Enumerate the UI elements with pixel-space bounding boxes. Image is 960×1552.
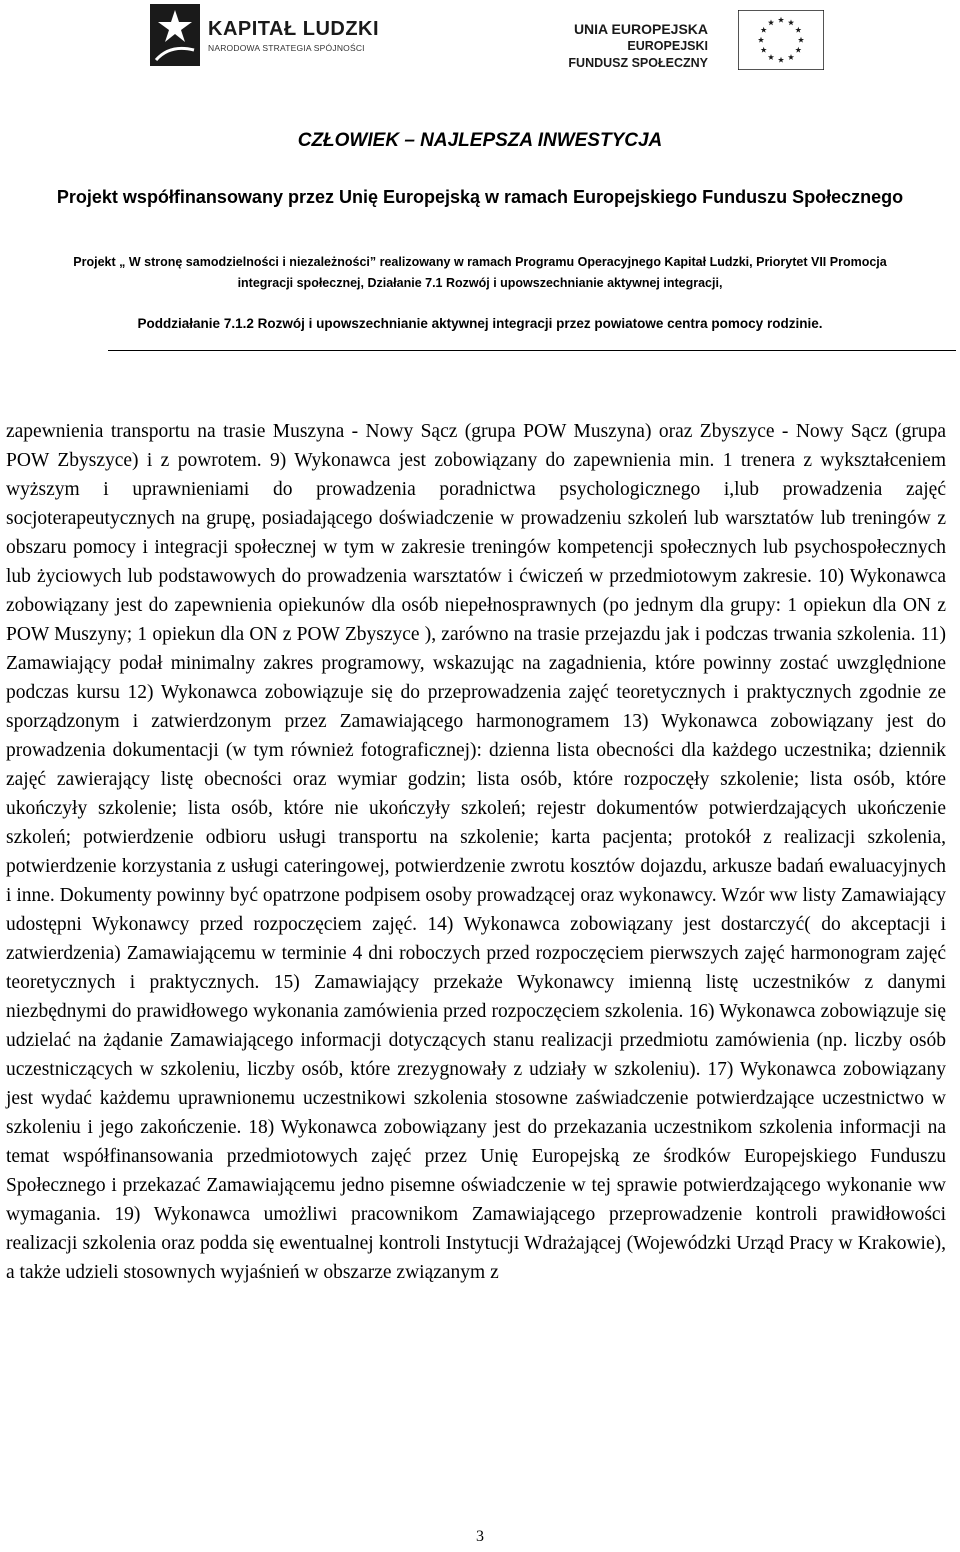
- eu-logo-line1: UNIA EUROPEJSKA: [573, 21, 708, 37]
- project-title: Projekt współfinansowany przez Unię Europejską w ramach Europejskiego Funduszu Społecznego: [56, 187, 904, 207]
- kapital-ludzki-subtitle: NARODOWA STRATEGIA SPÓJNOŚCI: [208, 43, 365, 53]
- header-divider: [108, 350, 956, 351]
- slogan: CZŁOWIEK – NAJLEPSZA INWESTYCJA: [297, 130, 663, 151]
- kapital-ludzki-logo: [150, 0, 410, 74]
- kapital-ludzki-emblem-icon: [150, 4, 200, 66]
- eu-flag-icon: [738, 10, 824, 70]
- kapital-ludzki-title: KAPITAŁ LUDZKI: [208, 18, 380, 40]
- page-number: 3: [476, 1528, 484, 1545]
- eu-logo-line2: EUROPEJSKI: [627, 39, 708, 53]
- eu-logo-text: [568, 20, 708, 72]
- eu-logo-line3: FUNDUSZ SPOŁECZNY: [568, 56, 708, 70]
- eu-logo: [568, 10, 818, 80]
- project-info: Projekt „ W stronę samodzielności i niezależności” realizowany w ramach Programu Operacyjnego Kapitał Ludzki, Priorytet VII Promocja integracji społecznej, Działanie 7.1 Rozwój i upowszechnianie aktywnej integracji,: [73, 255, 887, 290]
- body-paragraph: zapewnienia transportu na trasie Muszyna - Nowy Sącz (grupa POW Muszyna) oraz Zbyszyce - Nowy Sącz (grupa POW Zbyszyce) i z powrotem. 9) Wykonawca jest zobowiązany do zapewnienia min. 1 trenera z wykształceniem wyższym i uprawnieniami do prowadzenia poradnictwa psychologicznego i,lub prowadzenia zajęć socjoterapeutycznych na grupę, posiadającego doświadczenie w prowadzeniu szkoleń lub warsztatów lub treningów z obszaru pomocy i integracji społecznej w tym w zakresie treningów kompetencji społecznych lub psychospołecznych lub życiowych lub podstawowych do prowadzenia warsztatów i ćwiczeń w przedmiotowym zakresie. 10) Wykonawca zobowiązany jest do zapewnienia opiekunów dla osób niepełnosprawnych (po jednym dla grupy: 1 opiekun dla ON z POW Muszyny; 1 opiekun dla ON z POW Zbyszyce ), zarówno na trasie przejazdu jak i podczas trwania szkolenia. 11) Zamawiający podał minimalny zakres programowy, wskazując na zagadnienia, które powinny zostać uwzględnione podczas kursu 12) Wykonawca zobowiązuje się do przeprowadzenia zajęć teoretycznych i praktycznych zgodnie ze sporządzonym i zatwierdzonym przez Zamawiającego harmonogramem 13) Wykonawca zobowiązany jest do prowadzenia dokumentacji (w tym również fotograficznej): dzienna lista obecności dla każdego uczestnika; dziennik zajęć zawierający listę obecności oraz wymiar godzin; lista osób, które rozpoczęły szkolenie; lista osób, które ukończyły szkolenie; lista osób, które nie ukończyły szkoleń; rejestr dokumentów potwierdzających ukończenie szkoleń; potwierdzenie odbioru usługi transportu na szkolenie; karta pacjenta; protokół z realizacji szkolenia, potwierdzenie korzystania z usługi cateringowej, potwierdzenie zwrotu kosztów dojazdu, arkusze badań ewaluacyjnych i inne. Dokumenty powinny być opatrzone podpisem osoby prowadzącej oraz wykonawcy. Wzór ww listy Zamawiający udostępni Wykonawcy przed rozpoczęciem zajęć. 14) Wykonawca zobowiązany jest dostarczyć( do akceptacji i zatwierdzenia) Zamawiającemu w terminie 4 dni roboczych przed rozpoczęciem pierwszych zajęć harmonogram zajęć teoretycznych i praktycznych. 15) Zamawiający przekaże Wykonawcy imienną listę uczestników z danymi niezbędnymi do prawidłowego wykonania zamówienia przed rozpoczęciem szkolenia. 16) Wykonawca zobowiązuje się udzielać na żądanie Zamawiającego informacji dotyczących stanu realizacji przedmiotu zamówienia (np. liczby osób uczestniczących w szkoleniu, liczby osób, które zrezygnowały z udziały w szkoleniu). 17) Wykonawca zobowiązany jest wydać każdemu uprawnionemu uczestnikowi szkolenia stosowne zaświadczenie potwierdzające uczestnictwo w szkoleniu i jego zakończenie. 18) Wykonawca zobowiązany jest do przekazania uczestnikom szkolenia informacji na temat współfinansowania przedmiotowych zajęć przez Unię Europejską ze środków Europejskiego Funduszu Społecznego i przekazać Zamawiającemu jedno pisemne oświadczenie w tej sprawie potwierdzającego wykonanie ww wymagania. 19) Wykonawca umożliwi pracownikom Zamawiającego przeprowadzenie kontroli prawidłowości realizacji szkolenia oraz podda się ewentualnej kontroli Instytucji Wdrażającej (Wojewódzki Urząd Pracy w Krakowie), a także udzieli stosownych wyjaśnień w obszarze związanym z: [6, 421, 946, 1283]
- subaction-title: Poddziałanie 7.1.2 Rozwój i upowszechnianie aktywnej integracji przez powiatowe centra pomocy rodzinie.: [137, 316, 823, 331]
